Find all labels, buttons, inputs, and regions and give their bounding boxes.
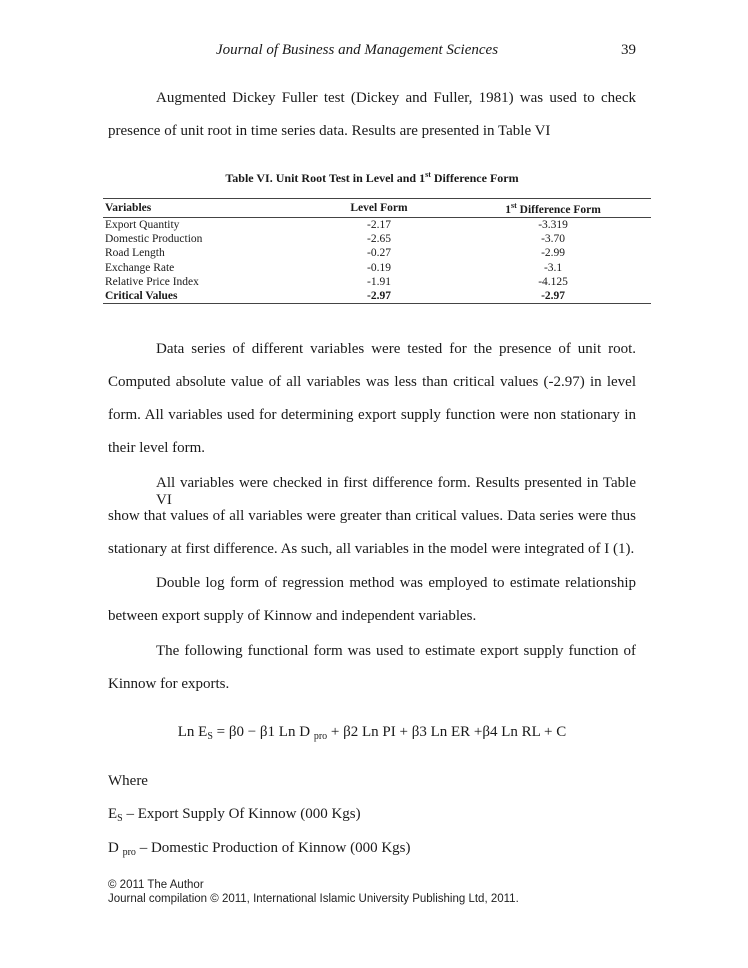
table-caption: Table VI. Unit Root Test in Level and 1st Difference Form [225,170,519,185]
page-number: 39 [621,42,636,58]
cell-variable: Relative Price Index [105,275,199,288]
cell-diff: -2.97 [453,289,651,304]
body-p2-line-1: All variables were checked in first difference form. Results presented in Table VI [156,475,636,508]
cell-variable: Export Quantity [105,219,180,232]
regression-equation: Ln $E_S = \beta 0 - \beta 1$ Ln D $_{pro}$ + β2 Ln PI + β3 Ln ER +β4 Ln RL + C [177,724,567,742]
copyright-footer [108,878,636,906]
table-row [103,218,651,233]
definition-export-supply: $E_S$ – Export Supply Of Kinnow (000 Kgs) [108,806,361,824]
cell-variable: Road Length [105,247,165,260]
cell-level: -1.91 [366,275,391,288]
cell-diff: -3.319 [538,219,568,232]
table-row [103,275,651,289]
cell-diff: -3.70 [541,233,566,246]
footer-line-2: Journal compilation © 2011, International Islamic University Publishing Ltd, 2011. [108,893,519,905]
intro-line-1: Augmented Dickey Fuller test (Dickey and Fuller, 1981) was used to check [156,90,636,106]
intro-line-2: presence of unit root in time series data. Results are presented in Table VI [108,123,551,139]
header-variables: Variables [103,199,303,218]
body-p1-line-2: Computed absolute value of all variables was less than critical values (-2.97) in level [108,374,636,390]
body-p2-line-2: show that values of all variables were greater than critical values. Data series were thus [108,508,636,524]
cell-variable: Domestic Production [105,233,203,246]
header-difference-form: 1st Difference Form [453,199,651,218]
table-header-row [103,199,651,218]
cell-diff: -2.99 [541,247,566,260]
running-header [0,42,636,64]
table-row [103,232,651,246]
cell-variable: Exchange Rate [105,261,175,274]
body-p2-line-3: stationary at first difference. As such, all variables in the model were integrated of I (1). [108,541,635,557]
cell-diff: -4.125 [538,275,568,288]
cell-level: -0.19 [366,261,391,274]
header-level-form: Level Form [303,199,453,218]
cell-level: -0.27 [366,247,391,260]
body-p1-line-1: Data series of different variables were tested for the presence of unit root. [156,341,636,357]
cell-variable: Critical Values [103,289,303,304]
critical-values-row [103,289,651,304]
body-p3-line-1: Double log form of regression method was employed to estimate relationship [156,575,636,591]
cell-level: -2.17 [366,219,391,232]
body-p1-line-3: form. All variables used for determining export supply function were non stationary in [108,407,636,423]
body-p4-line-1: The following functional form was used to estimate export supply function of [156,643,636,659]
table-row [103,261,651,275]
cell-level: -2.65 [366,233,391,246]
body-p4-line-2: Kinnow for exports. [108,676,230,692]
footer-line-1: © 2011 The Author [108,879,204,891]
cell-diff: -3.1 [543,261,563,274]
where-label: Where [108,773,148,789]
table-row [103,246,651,260]
unit-root-table [103,198,651,304]
journal-title: Journal of Business and Management Sciences [216,42,499,58]
body-p1-line-4: their level form. [108,440,206,456]
definition-domestic-production: D $_{pro}$ – Domestic Production of Kinnow (000 Kgs) [108,840,411,858]
body-p3-line-2: between export supply of Kinnow and independent variables. [108,608,477,624]
cell-level: -2.97 [303,289,453,304]
